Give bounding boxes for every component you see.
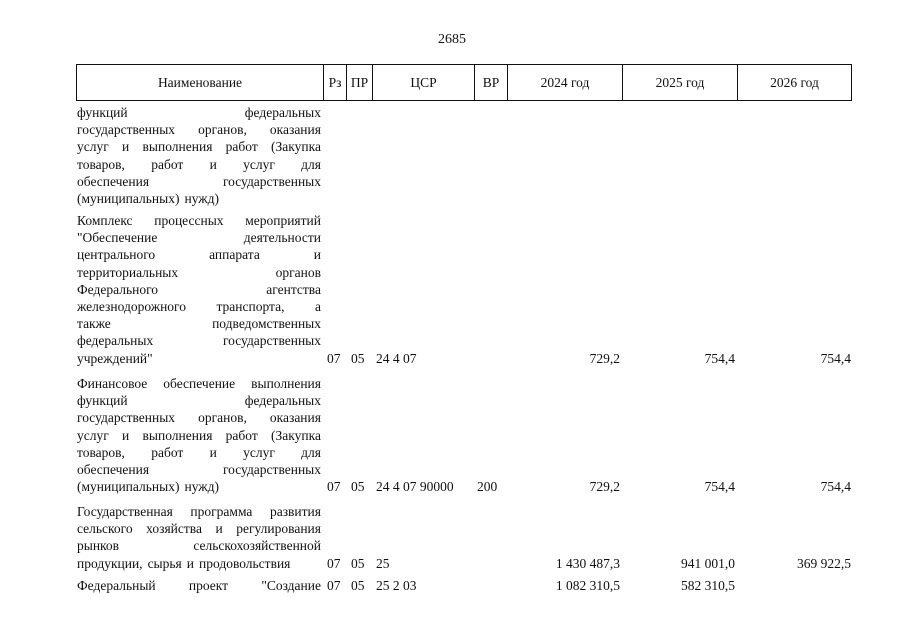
word: оказания [269,410,321,426]
word: транспорта, [216,298,285,314]
word: товаров, [77,156,125,172]
word: услуг [243,444,275,460]
cell-vr: 200 [477,479,498,495]
cell-2025: 754,4 [704,350,735,366]
row-name [77,577,321,594]
word: Комплекс [77,213,133,228]
cell-csr: 24 4 07 90000 [376,479,454,495]
word: Финансовое [77,376,148,391]
page-number: 2685 [438,32,466,47]
cell-2024: 1 082 310,5 [555,578,620,593]
row-name-line [77,409,321,426]
row-name-line [77,281,321,298]
header-2024: 2024 год [507,65,622,100]
word: оказания [269,122,321,138]
word: федеральных [244,105,321,120]
row-name-line [77,444,321,461]
word: органов [275,264,321,280]
row-name-line [77,520,321,537]
cell-pr: 05 [351,555,365,571]
word: и [186,555,194,571]
word: функций [77,393,128,409]
word: органов, [198,410,247,426]
row-name-line [77,104,321,121]
row-name-line [77,121,321,138]
header-rz: Рз [323,65,346,100]
header-vr: ВР [474,65,507,100]
word: регулирования [236,521,321,537]
row-name-line [77,246,321,263]
word: "Обеспечение [77,230,158,246]
word: обеспечения [77,173,150,189]
row-name-line [77,156,321,173]
row-name [77,212,321,367]
row-name-line [77,298,321,315]
word: подведомственных [212,316,321,332]
cell-rz: 07 [327,578,341,593]
word: сельскохозяйственной [193,538,321,554]
word: и [122,139,130,155]
word: функций [77,105,128,120]
word: а [314,298,321,314]
word: Государственная [77,504,173,519]
header-2026: 2026 год [737,65,851,100]
row-name-line [77,555,321,572]
word: федеральных [244,393,321,409]
word: и [209,444,217,460]
word: государственных [222,173,321,189]
word: работ [151,444,184,460]
row-name-line [77,212,321,229]
word: развития [269,504,321,519]
word: работ [225,139,258,155]
word: работ [151,156,184,172]
word: программа [190,504,253,519]
word: государственных [77,122,176,138]
row-name-line [77,537,321,554]
cell-2026: 754,4 [820,479,851,495]
header-csr: ЦСР [372,65,474,100]
word: государственных [77,410,176,426]
row-name-line [77,350,321,367]
cell-2026: 369 922,5 [797,555,851,571]
word: Федеральный [77,578,156,593]
row-name [77,503,321,572]
word: (Закупка [271,427,321,443]
word: деятельности [243,230,321,246]
cell-2024: 729,2 [589,479,620,495]
word: для [301,444,321,460]
row-name-line [77,173,321,190]
word: и [313,247,321,263]
word: и [215,521,223,537]
word: (муниципальных) [77,479,180,495]
word: Федерального [77,281,159,297]
word: (муниципальных) [77,190,180,206]
word: учреждений" [77,350,153,366]
table-header [76,64,852,101]
cell-pr: 05 [351,578,365,593]
cell-pr: 05 [351,479,365,495]
word: государственных [222,333,321,349]
word: органов, [198,122,247,138]
word: процессных [154,213,224,228]
word: услуг [77,139,109,155]
word: государственных [222,461,321,477]
row-name-line [77,315,321,332]
row-name-line [77,461,321,478]
cell-csr: 25 [376,555,390,571]
word: мероприятий [245,213,321,228]
word: (Закупка [271,139,321,155]
word: нужд) [184,479,219,495]
word: сырья [147,555,182,571]
word: продовольствия [198,555,291,571]
cell-csr: 24 4 07 [376,350,417,366]
row-name-line [77,577,321,594]
cell-2024: 729,2 [589,350,620,366]
row-name [77,375,321,495]
row-name-line [77,264,321,281]
word: железнодорожного [77,298,186,314]
word: для [301,156,321,172]
word: выполнения [142,139,213,155]
cell-2025: 754,4 [704,479,735,495]
word: рынков [77,538,120,554]
cell-2026: 754,4 [820,350,851,366]
row-name-line [77,478,321,495]
word: сельского [77,521,133,537]
word: услуг [77,427,109,443]
row-name-line [77,229,321,246]
header-2025: 2025 год [622,65,737,100]
word: "Создание [261,578,321,593]
word: агентства [266,281,321,297]
cell-rz: 07 [327,555,341,571]
cell-rz: 07 [327,350,341,366]
word: федеральных [77,333,154,349]
cell-rz: 07 [327,479,341,495]
row-name-line [77,392,321,409]
word: обеспечение [163,376,236,391]
word: центрального [77,247,156,263]
word: выполнения [142,427,213,443]
word: и [209,156,217,172]
cell-pr: 05 [351,350,365,366]
word: работ [225,427,258,443]
header-pr: ПР [346,65,372,100]
word: продукции, [77,555,143,571]
word: территориальных [77,264,179,280]
cell-2024: 1 430 487,3 [555,555,620,571]
row-name-line [77,375,321,392]
row-name-line [77,332,321,349]
word: проект [188,578,229,593]
cell-csr: 25 2 03 [376,578,417,593]
word: хозяйства [146,521,202,537]
row-name [77,104,321,207]
word: также [77,316,111,332]
word: услуг [243,156,275,172]
word: и [122,427,130,443]
word: выполнения [251,376,321,391]
word: нужд) [184,190,219,206]
row-name-line [77,427,321,444]
cell-2025: 582 310,5 [681,578,735,593]
word: обеспечения [77,461,150,477]
row-name-line [77,190,321,207]
row-name-line [77,503,321,520]
word: товаров, [77,444,125,460]
word: аппарата [209,247,260,263]
cell-2025: 941 001,0 [681,555,735,571]
header-name: Наименование [157,74,243,90]
row-name-line [77,138,321,155]
